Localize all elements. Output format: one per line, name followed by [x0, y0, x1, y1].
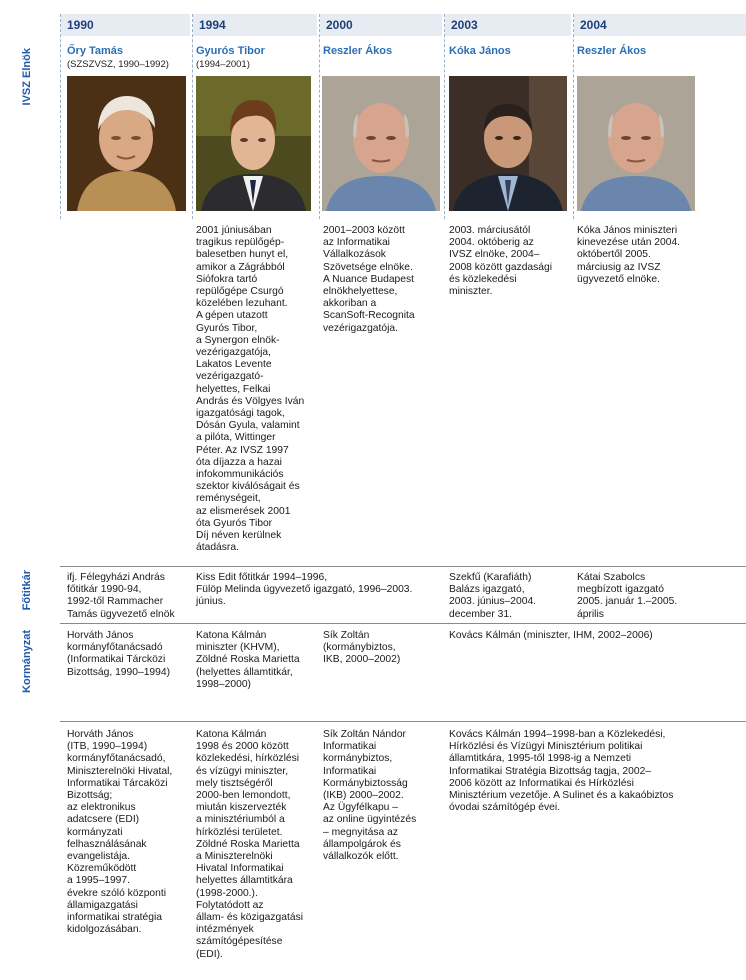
- president-name-reszler-2000: Reszler Ákos: [323, 45, 393, 57]
- government-1994: Katona Kálmán miniszter (KHVM), Zöldné Roska Marietta (helyettes államtitkár, 1998–2000): [196, 630, 300, 690]
- portrait-ory-photo: [67, 76, 186, 211]
- column-divider: [319, 14, 320, 219]
- president-name-gyuros: Gyurós Tibor: [196, 45, 265, 57]
- section-label-secretary: Főtitkár: [21, 570, 33, 611]
- year-header-2000: 2000: [320, 14, 442, 36]
- column-divider: [444, 14, 445, 219]
- president-name-koka: Kóka János: [449, 45, 511, 57]
- government-2003: Kovács Kálmán (miniszter, IHM, 2002–2006): [449, 630, 653, 641]
- year-header-1994: 1994: [193, 14, 317, 36]
- detail-1990: Horváth János (ITB, 1990–1994) kormányfőtanácsadó, Miniszterelnöki Hivatal, Informatikai Tárcaközi Bizottság; az elektronikus adatcsere (EDI) kormányzati felhasználásának evangelistája. Közreműködött a 1995–1997. évekre szóló központi államigazgatási informatikai stratégia kidolgozásában.: [67, 729, 173, 936]
- section-divider: [60, 566, 746, 567]
- bio-reszler-2000: 2001–2003 között az Informatikai Vállalkozások Szövetsége elnöke. A Nuance Budapest elnökhelyettese, akkoriban a ScanSoft-Recognita vezérigazgatója.: [323, 225, 415, 334]
- secretary-1994: Kiss Edit főtitkár 1994–1996, Fülöp Melinda ügyvezető igazgató, 1996–2003. június.: [196, 572, 413, 608]
- government-2000: Sík Zoltán (kormánybiztos, IKB, 2000–2002): [323, 630, 401, 666]
- year-header-1990: 1990: [61, 14, 190, 36]
- year-header-2003: 2003: [445, 14, 571, 36]
- section-label-government: Kormányzat: [21, 630, 33, 693]
- bio-reszler-2004: Kóka János miniszteri kinevezése után 2004. októbertől 2005. márciusig az IVSZ ügyvezető elnöke.: [577, 225, 681, 285]
- column-divider: [573, 14, 574, 219]
- bio-koka: 2003. márciusától 2004. októberig az IVSZ elnöke, 2004– 2008 között gazdasági és közlekedési miniszter.: [449, 225, 553, 298]
- secretary-1990: ifj. Félegyházi András főtitkár 1990-94, 1992-től Rammacher Tamás ügyvezető elnök: [67, 572, 175, 620]
- secretary-2004: Kátai Szabolcs megbízott igazgató 2005. január 1.–2005. április: [577, 572, 678, 620]
- column-divider: [192, 14, 193, 219]
- detail-2000: Sík Zoltán Nándor Informatikai kormánybiztos, Informatikai Kormánybiztosság (IKB) 2000–2002. Az Ügyfélkapu – az online ügyintézés – megnyitása az állampolgárok és vállalkozók előtt.: [323, 729, 417, 863]
- portrait-koka-photo: [449, 76, 567, 211]
- government-1990: Horváth János kormányfőtanácsadó (Informatikai Tárcközi Bizottság, 1990–1994): [67, 630, 171, 678]
- bio-gyuros: 2001 júniusában tragikus repülőgép- balesetben hunyt el, amikor a Zágrábból Siófokra tartó repülőgépe Csurgó közelében lezuhant. A gépen utazott Gyurós Tibor, a Synergon elnök- vezérigazgatója, Lakatos Levente vezérigazgató- helyettes, Felkai András és Völgyes Iván igazgatósági tagok, Dósán Gyula, valamint a pilóta, Wittinger Péter. Az IVSZ 1997 óta díjazza a hazai infokommunikációs szektor kiválóságait és reménységeit, az elismerések 2001 óta Gyurós Tibor Díj néven kerülnek átadásra.: [196, 225, 305, 554]
- president-name-reszler-2004: Reszler Ákos: [577, 45, 647, 57]
- detail-2003: Kovács Kálmán 1994–1998-ban a Közlekedési, Hírközlési és Vízügyi Minisztérium politikai államtitkára, 1995-től 1998-ig a Nemzeti Informatikai Stratégia Bizottság tagja, 2002– 2006 között az Informatikai és Hírközlési Minisztérium vezetője. A Sulinet és a kakaóbiztos óvodai számítógép évei.: [449, 729, 674, 814]
- portrait-reszler-2004-photo: [577, 76, 695, 211]
- column-divider: [60, 14, 61, 219]
- section-divider: [60, 721, 746, 722]
- president-term-gyuros: (1994–2001): [196, 59, 250, 70]
- section-divider: [60, 623, 746, 624]
- portrait-reszler-2000-photo: [322, 76, 440, 211]
- section-label-presidents: IVSZ Elnök: [21, 48, 33, 106]
- detail-1994: Katona Kálmán 1998 és 2000 között közlekedési, hírközlési és vízügyi miniszter, mely tisztségéről 2000-ben lemondott, miután kiszervezték a minisztériumból a hírközlési területet. Zöldné Roska Marietta a Miniszterelnöki Hivatal Informatikai helyettes államtitkára (1998-2000.). Folytatódott az állam- és közigazgatási intézmények számítógépesítése (EDI).: [196, 729, 304, 960]
- secretary-2003: Szekfű (Karafiáth) Balázs igazgató, 2003. június–2004. december 31.: [449, 572, 537, 620]
- portrait-gyuros-photo: [196, 76, 311, 211]
- president-term-ory: (SZSZVSZ, 1990–1992): [67, 59, 169, 70]
- president-name-ory: Őry Tamás: [67, 45, 124, 57]
- year-header-2004: 2004: [574, 14, 746, 36]
